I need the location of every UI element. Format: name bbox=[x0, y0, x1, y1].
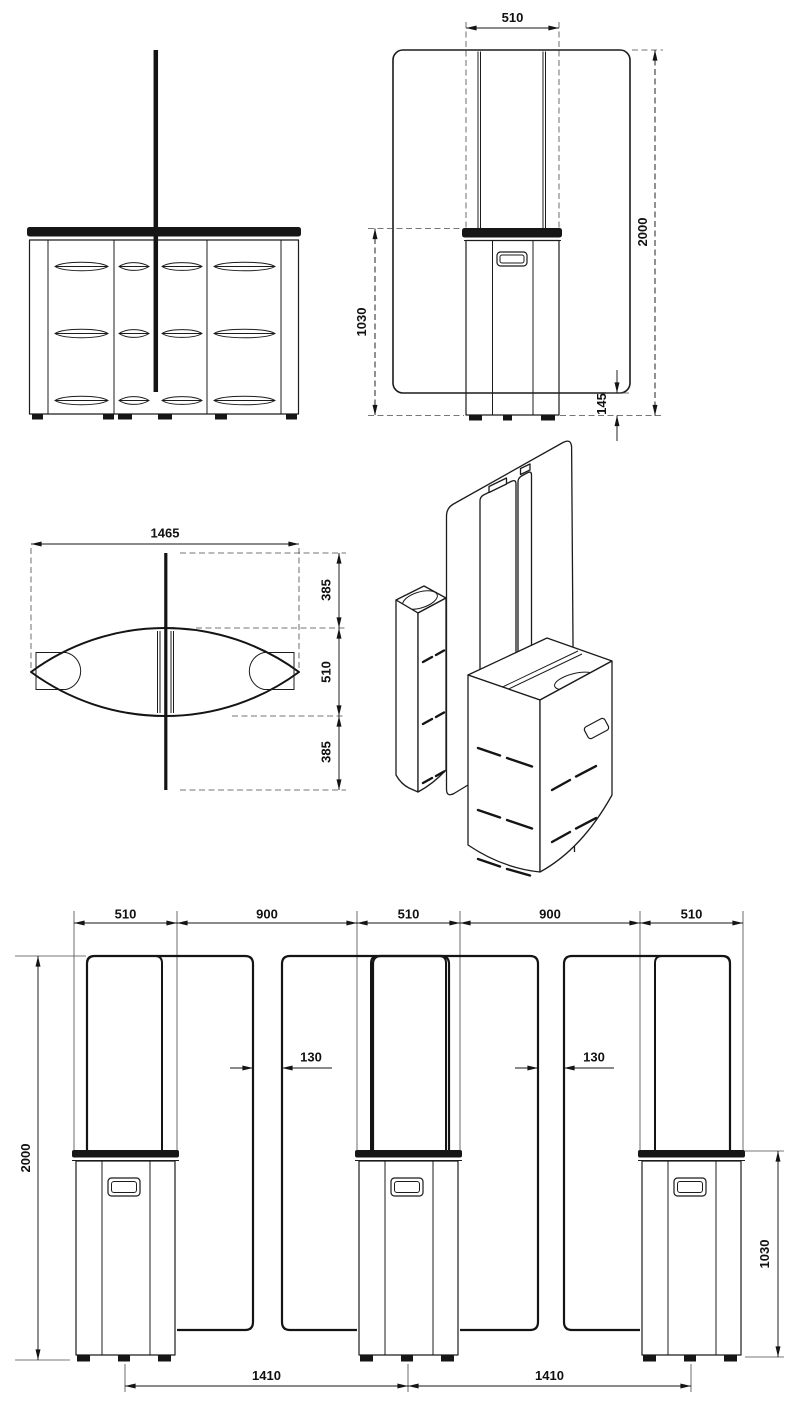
cabinet bbox=[72, 1150, 179, 1362]
dim-cabinet-3: 510 bbox=[680, 906, 703, 922]
dim-cabinet-length: 1465 bbox=[150, 525, 180, 541]
dim-total-height: 2000 bbox=[635, 217, 650, 247]
dim-cabinet-2: 510 bbox=[397, 906, 420, 922]
dim-cabinet-depth: 510 bbox=[318, 661, 334, 683]
dim-blade-gap-2: 130 bbox=[583, 1049, 605, 1065]
dim-cabinet-height: 1030 bbox=[757, 1239, 772, 1269]
dim-overhang-back: 385 bbox=[318, 741, 334, 763]
cabinet-top-bar bbox=[27, 227, 301, 237]
dim-glass-width: 510 bbox=[501, 10, 524, 25]
cabinet bbox=[638, 1150, 745, 1362]
dim-lane-2: 900 bbox=[539, 906, 561, 922]
fixed-glass-2 bbox=[371, 956, 446, 1150]
dim-bottom-clearance: 145 bbox=[594, 393, 609, 415]
dim-blade-gap-1: 130 bbox=[300, 1049, 322, 1065]
fixed-glass-1 bbox=[87, 956, 162, 1150]
row-view bbox=[15, 907, 784, 1393]
plan-view bbox=[31, 526, 346, 791]
dim-lane-1: 900 bbox=[256, 906, 278, 922]
swing-blade-3 bbox=[373, 956, 538, 1330]
front-view bbox=[27, 50, 301, 420]
swing-blade-2 bbox=[282, 956, 449, 1330]
iso-view bbox=[396, 441, 612, 875]
slot-row bbox=[55, 262, 275, 270]
dim-cabinet-height: 1030 bbox=[354, 307, 369, 337]
swing-blade-1 bbox=[87, 956, 253, 1330]
top-recess-left bbox=[36, 653, 81, 690]
card-reader bbox=[497, 252, 527, 266]
fixed-glass-3 bbox=[655, 956, 730, 1150]
swing-blade-4 bbox=[564, 956, 730, 1330]
slot-row bbox=[55, 329, 275, 337]
dim-overhang-front: 385 bbox=[318, 579, 334, 601]
side-view bbox=[354, 10, 663, 441]
cabinet bbox=[355, 1150, 462, 1362]
cabinet-top-bar bbox=[462, 228, 562, 238]
dim-pitch-1: 1410 bbox=[252, 1368, 281, 1383]
slot-row bbox=[55, 396, 275, 404]
back-cabinet-front bbox=[418, 598, 446, 792]
front-cabinet-front bbox=[468, 675, 540, 872]
dim-cabinet-1: 510 bbox=[114, 906, 137, 922]
dim-total-height: 2000 bbox=[18, 1143, 33, 1173]
cabinet-body bbox=[466, 241, 559, 416]
top-recess-right bbox=[249, 653, 294, 690]
swing-blade-panel bbox=[393, 50, 630, 393]
dim-pitch-2: 1410 bbox=[535, 1368, 564, 1383]
